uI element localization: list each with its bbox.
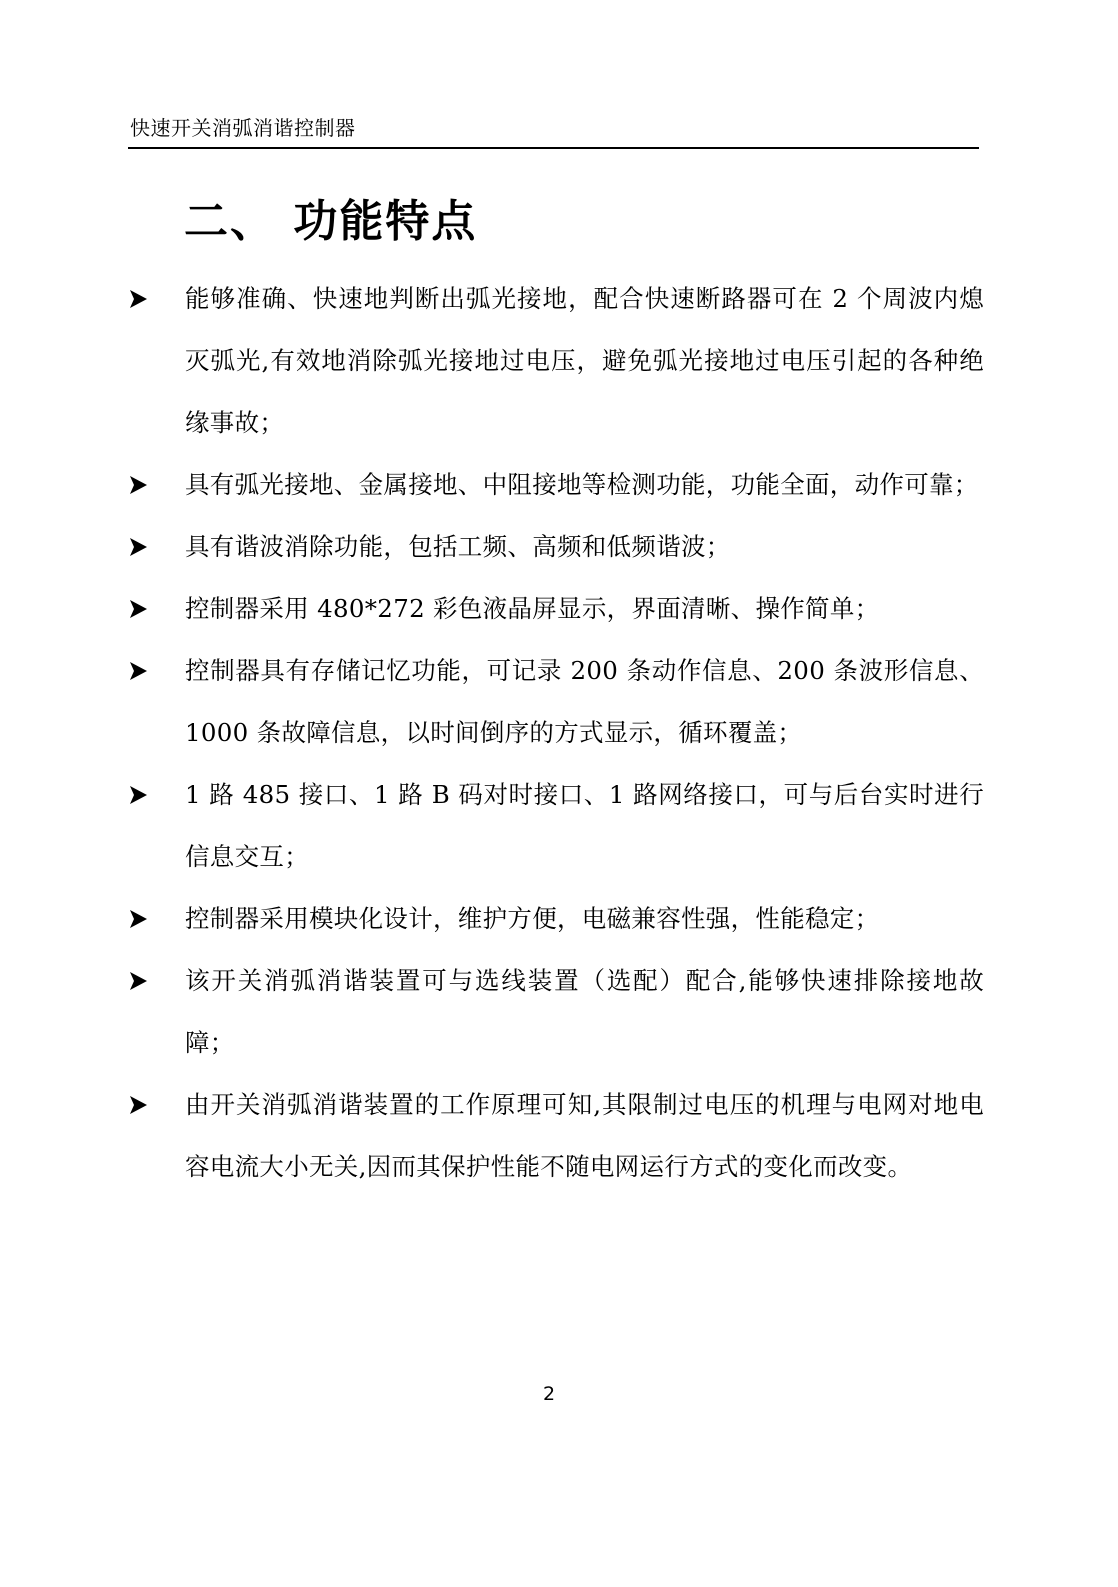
- list-item: [128, 578, 984, 640]
- list-item: [128, 888, 984, 950]
- feature-list: [128, 268, 984, 1198]
- arrowhead-bullet-icon: [128, 268, 152, 330]
- feature-text: 控制器采用 480*272 彩色液晶屏显示，界面清晰、操作简单；: [185, 594, 880, 623]
- list-item: [128, 950, 984, 1074]
- arrowhead-bullet-icon: [128, 516, 152, 578]
- list-item: [128, 268, 984, 454]
- list-item: [128, 516, 984, 578]
- header-title: 快速开关消弧消谐控制器: [130, 116, 356, 140]
- arrowhead-bullet-icon: [128, 578, 152, 640]
- page-number: 2: [542, 1383, 556, 1405]
- arrowhead-bullet-icon: [128, 640, 152, 702]
- page-header: [128, 113, 979, 149]
- feature-text: 由开关消弧消谐装置的工作原理可知,其限制过电压的机理与电网对地电容电流大小无关,因而其保护性能不随电网运行方式的变化而改变。: [185, 1090, 984, 1181]
- feature-text: 该开关消弧消谐装置可与选线装置（选配）配合,能够快速排除接地故障；: [185, 966, 984, 1057]
- feature-text: 具有谐波消除功能，包括工频、高频和低频谐波；: [185, 532, 731, 561]
- arrowhead-bullet-icon: [128, 950, 152, 1012]
- feature-text: 能够准确、快速地判断出弧光接地，配合快速断路器可在 2 个周波内熄灭弧光,有效地消除弧光接地过电压，避免弧光接地过电压引起的各种绝缘事故；: [185, 284, 984, 437]
- arrowhead-bullet-icon: [128, 454, 152, 516]
- list-item: [128, 454, 984, 516]
- arrowhead-bullet-icon: [128, 888, 152, 950]
- feature-text: 控制器具有存储记忆功能，可记录 200 条动作信息、200 条波形信息、1000 条故障信息，以时间倒序的方式显示，循环覆盖；: [185, 656, 984, 747]
- feature-text: 控制器采用模块化设计，维护方便，电磁兼容性强，性能稳定；: [185, 904, 880, 933]
- arrowhead-bullet-icon: [128, 764, 152, 826]
- arrowhead-bullet-icon: [128, 1074, 152, 1136]
- list-item: [128, 1074, 984, 1198]
- feature-text: 1 路 485 接口、1 路 B 码对时接口、1 路网络接口，可与后台实时进行信息交互；: [185, 780, 984, 871]
- feature-text: 具有弧光接地、金属接地、中阻接地等检测功能，功能全面，动作可靠；: [185, 470, 979, 499]
- list-item: [128, 764, 984, 888]
- section-heading: 二、 功能特点: [184, 196, 478, 247]
- list-item: [128, 640, 984, 764]
